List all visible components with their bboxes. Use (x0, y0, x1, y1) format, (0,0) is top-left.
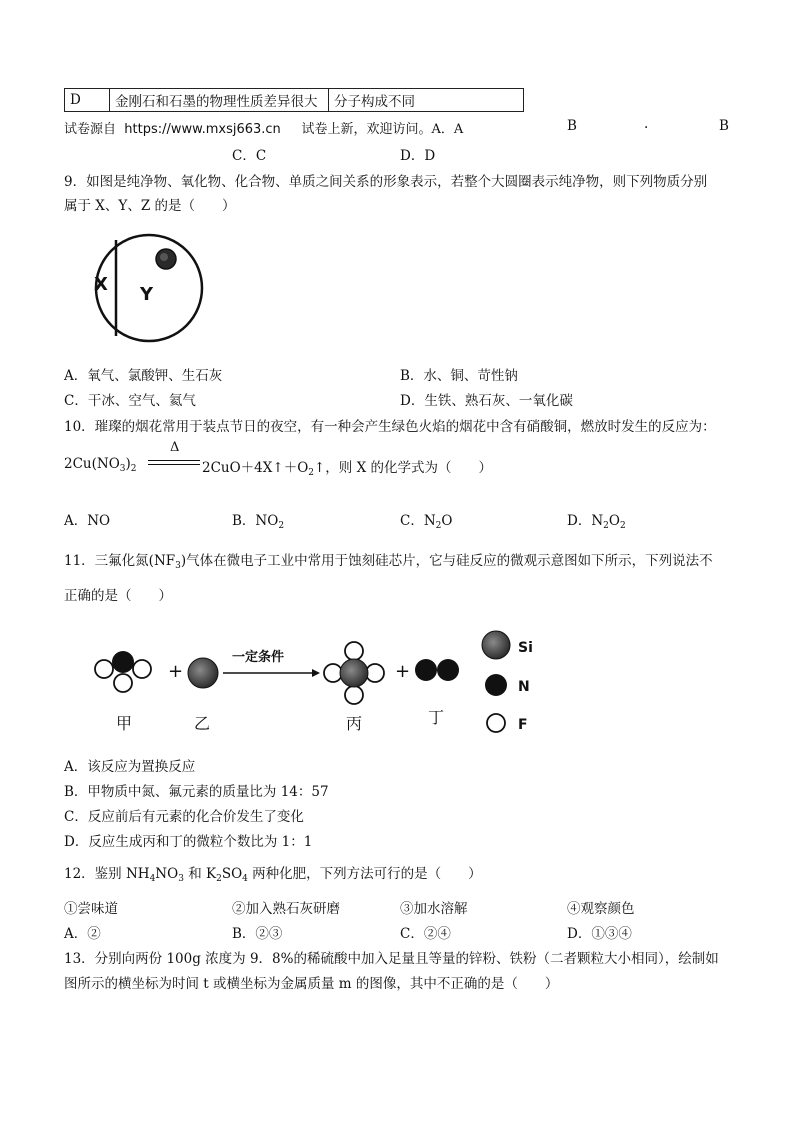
q12-option-b: B．②③ (232, 926, 283, 942)
source-prefix: 试卷源自 (64, 122, 117, 137)
label-jia: 甲 (116, 714, 133, 733)
q10-option-b: B．$NO_2$ (232, 513, 285, 531)
label-x: X (94, 274, 108, 295)
molecule-jia (95, 651, 151, 692)
q8-option-b-second: B (719, 118, 729, 134)
q13-line1: 13．分别向两份 100g 浓度为 9．8%的稀硫酸中加入足量且等量的锌粉、铁粉（二者颗粒大小相同），绘制如 (64, 951, 719, 967)
q11-option-b: B．甲物质中氮、氟元素的质量比为 14：57 (64, 784, 329, 800)
q12-method-4: ④观察颜色 (567, 901, 635, 917)
label-yi: 乙 (194, 714, 211, 733)
source-line (64, 118, 463, 137)
molecule-ding (415, 659, 459, 681)
q11-reaction-diagram (90, 625, 550, 735)
plus-2: + (395, 661, 411, 682)
eq-reactant: 2Cu(NO (64, 456, 120, 472)
arrow-head (312, 669, 320, 677)
legend-n-label: N (518, 679, 530, 695)
label-bing: 丙 (346, 714, 363, 733)
q10-equation (64, 456, 137, 474)
molecule-yi (188, 658, 218, 688)
q10-equation-right (202, 456, 492, 478)
answer-table-row (64, 88, 524, 112)
q9-option-b: B．水、铜、苛性钠 (400, 368, 518, 384)
q8-option-c: C．C (232, 148, 267, 164)
q10-intro: 10．璀璨的烟花常用于装点节日的夜空，有一种会产生绿色火焰的烟花中含有硝酸铜，燃放时发生的反应为： (64, 419, 716, 435)
source-suffix: 试卷上新，欢迎访问。A．A (301, 122, 464, 137)
q10-option-a: A．NO (64, 513, 111, 529)
q12-method-3: ③加水溶解 (400, 901, 468, 917)
molecule-bing (324, 642, 384, 704)
q12-method-2: ②加入熟石灰研磨 (232, 901, 340, 917)
label-y: Y (140, 284, 154, 305)
q11-option-a: A．该反应为置换反应 (64, 759, 196, 775)
q9-set-diagram (84, 230, 214, 348)
eq-question: ↑，则 X 的化学式为（ ） (314, 460, 493, 476)
q10-option-d: D．$N_2O_2$ (567, 513, 626, 531)
row-letter: D (65, 89, 110, 112)
legend-si-label: Si (518, 640, 533, 656)
q8-option-d: D．D (400, 148, 436, 164)
heat-symbol: Δ (170, 440, 180, 455)
legend-f-ball (487, 714, 505, 732)
eq-paren: ) (125, 456, 131, 472)
reaction-condition: 一定条件 (232, 650, 285, 665)
label-ding: 丁 (428, 708, 445, 727)
q9-option-c: C．干冰、空气、氦气 (64, 393, 196, 409)
eq-sub-o2: 2 (308, 468, 314, 478)
q12-stem: 12．鉴别 $NH_4NO_3$ 和 $K_2SO_4$ 两种化肥，下列方法可行的是（ ） (64, 866, 482, 884)
q9-option-d: D．生铁、熟石灰、一氧化碳 (400, 393, 573, 409)
q8-option-b-first: B (567, 118, 577, 134)
legend-n-ball (485, 674, 507, 696)
row-fact: 金刚石和石墨的物理性质差异很大 (110, 89, 329, 112)
q13-line2: 图所示的横坐标为时间 t 或横坐标为金属质量 m 的图像，其中不正确的是（ ） (64, 976, 559, 992)
q10-option-c: C．$N_2O$ (400, 513, 453, 531)
q9-option-a: A．氧气、氯酸钾、生石灰 (64, 368, 223, 384)
q11-line1: 11．三氟化氮$(NF_3)$气体在微电子工业中常用于蚀刻硅芯片，它与硅反应的微观示意图如下所示，下列说法不 (64, 553, 713, 571)
eq-sub-2: 2 (130, 464, 137, 474)
q11-option-c: C．反应前后有元素的化合价发生了变化 (64, 809, 304, 825)
z-highlight (160, 253, 168, 261)
q12-option-a: A．② (64, 926, 101, 942)
legend-si-ball (482, 631, 510, 659)
q9-line1: 9．如图是纯净物、氧化物、化合物、单质之间关系的形象表示，若整个大圆圈表示纯净物，则下列物质分别 (64, 174, 708, 190)
q11-option-d: D．反应生成丙和丁的微粒个数比为 1：1 (64, 834, 313, 850)
q12-option-c: C．②④ (400, 926, 451, 942)
q11-line2: 正确的是（ ） (64, 588, 172, 604)
row-reason: 分子构成不同 (329, 89, 524, 112)
q12-option-d: D．①③④ (567, 926, 632, 942)
legend-f-label: F (518, 717, 528, 733)
equation-arrow-line (148, 460, 200, 465)
q9-line2: 属于 X、Y、Z 的是（ ） (64, 198, 236, 214)
source-url[interactable]: https://www.mxsj663.cn (124, 122, 281, 137)
eq-sub-3: 3 (119, 464, 126, 474)
q8-dot: . (644, 116, 649, 132)
plus-1: + (168, 661, 184, 682)
q12-method-1: ①尝味道 (64, 901, 118, 917)
eq-products: 2CuO＋4X↑＋O (202, 460, 309, 476)
